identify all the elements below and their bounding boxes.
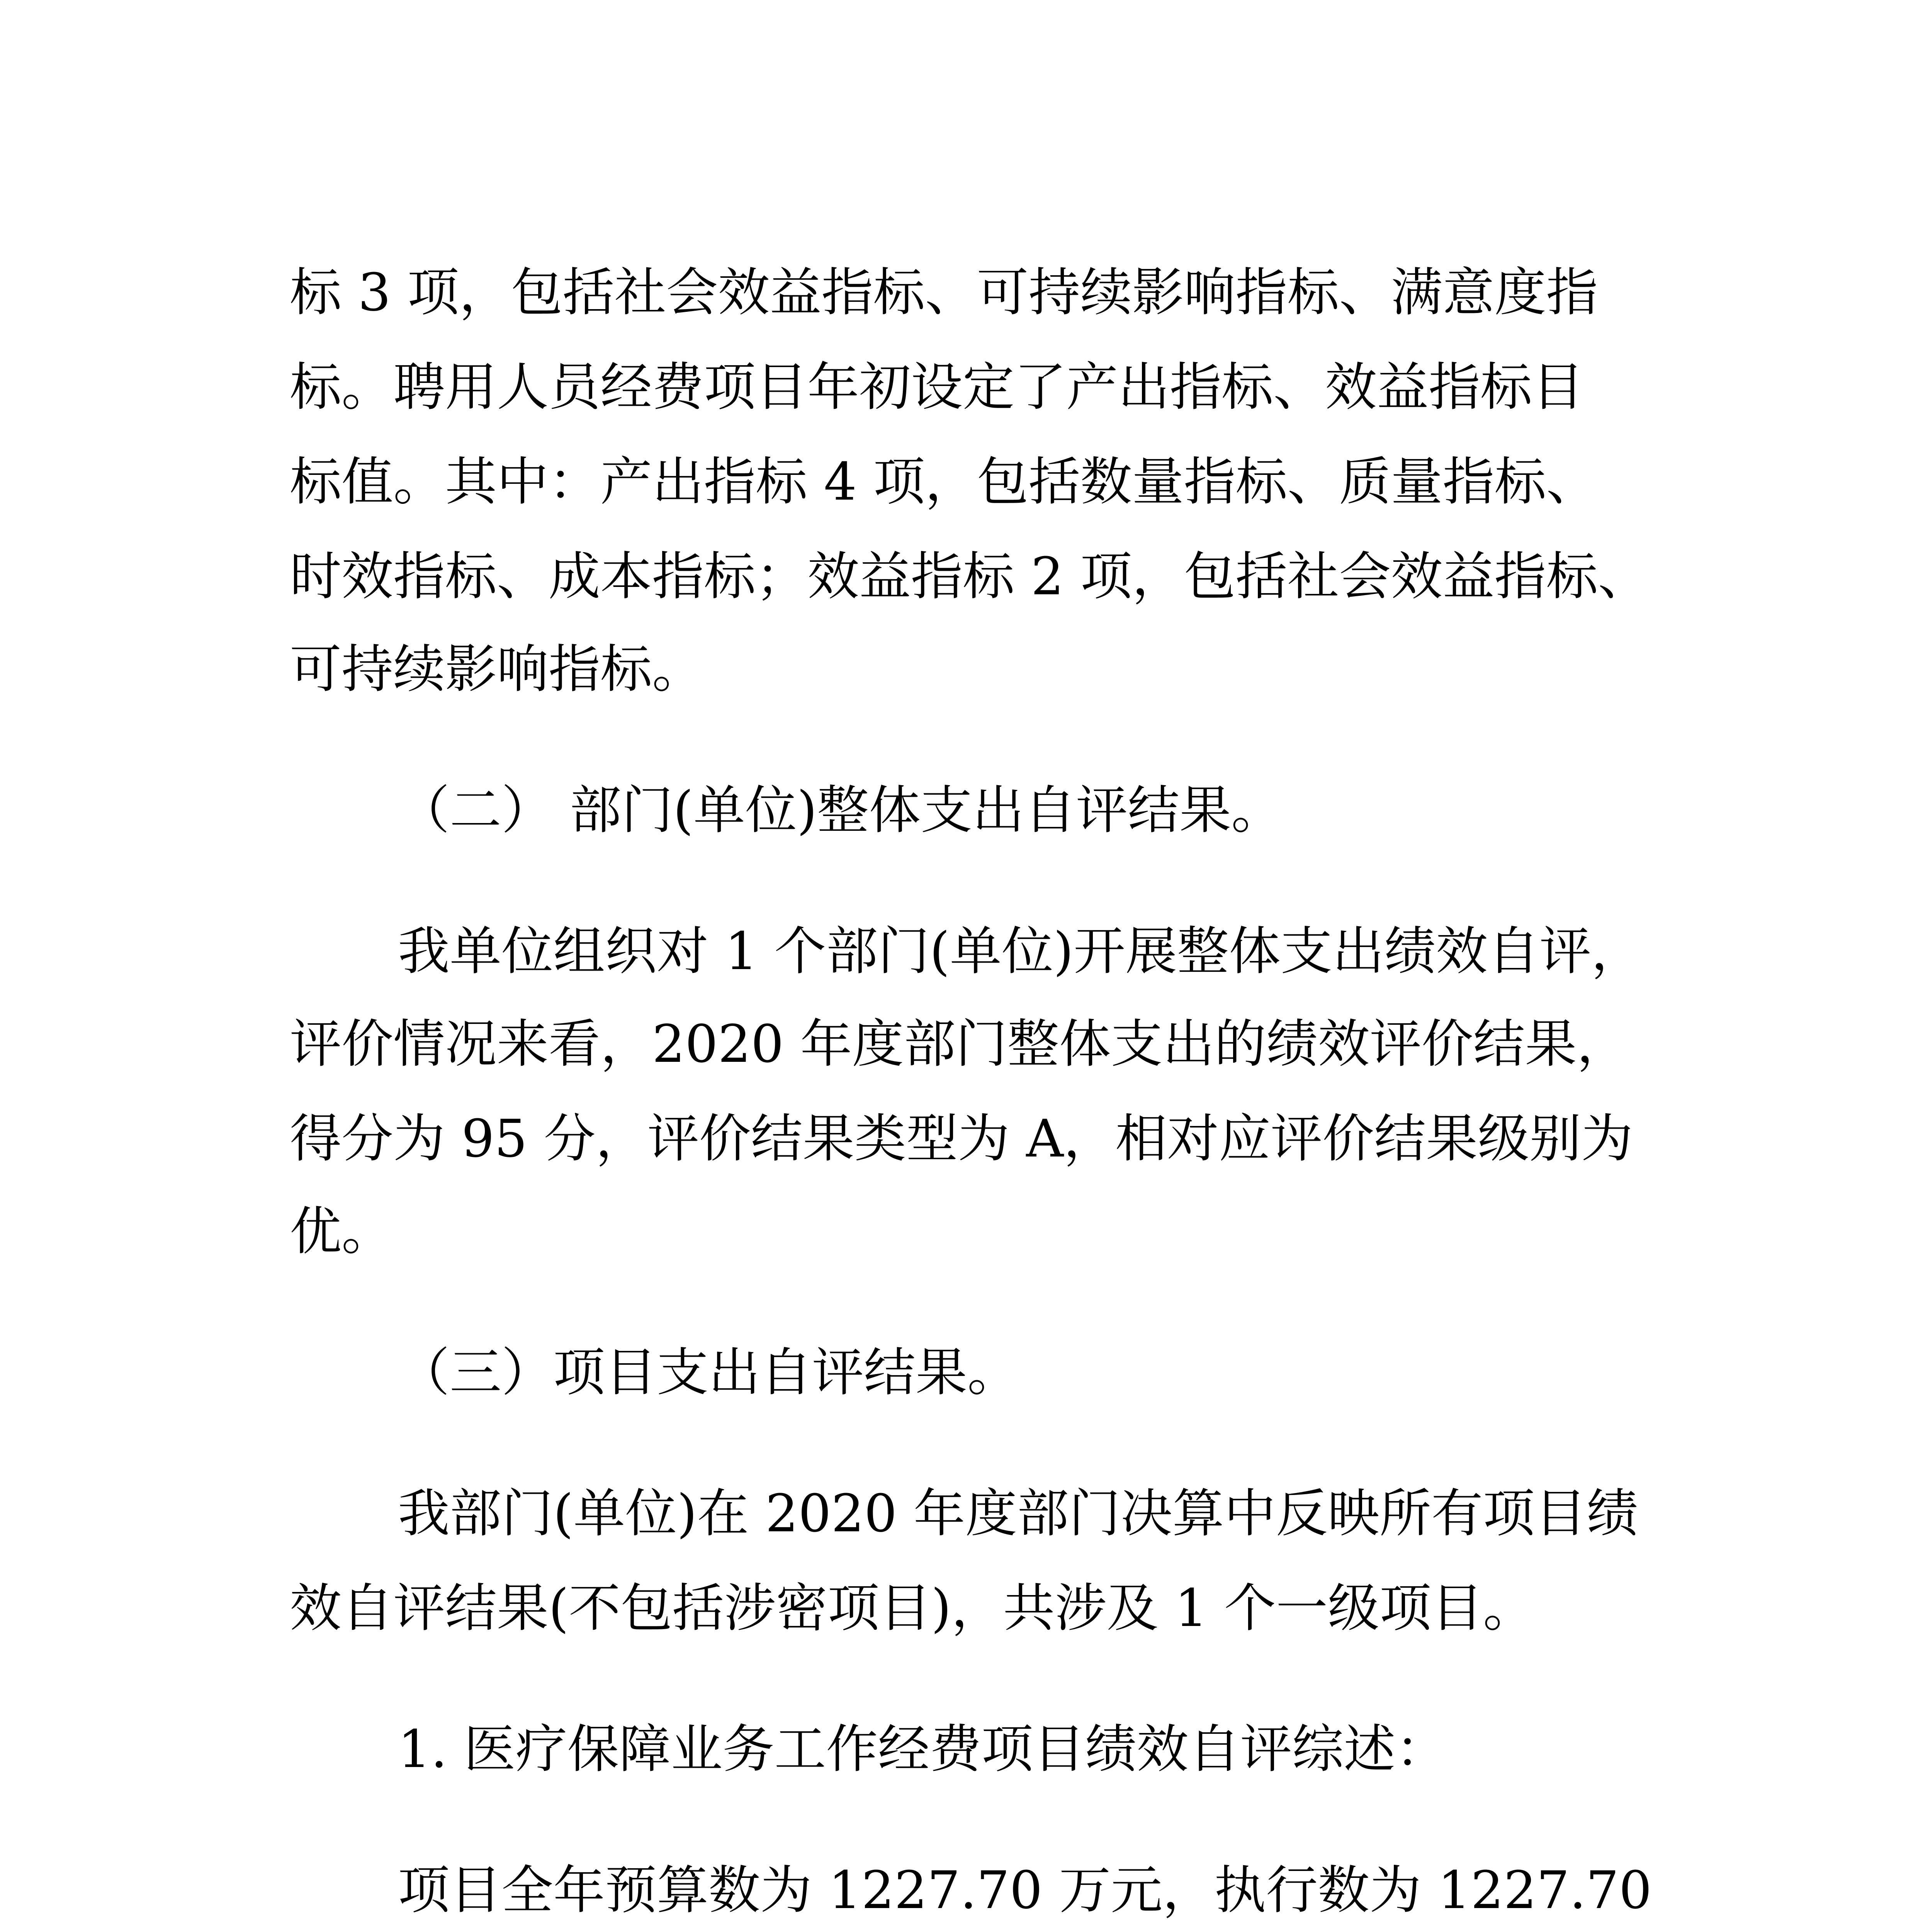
body-text-line: 标值。其中：产出指标 4 项，包括数量指标、质量指标、: [290, 452, 1598, 512]
body-text-line: 优。: [290, 1201, 394, 1262]
body-text-line: 标。聘用人员经费项目年初设定了产出指标、效益指标目: [290, 357, 1584, 417]
section-heading: （二） 部门(单位)整体支出自评结果。: [398, 780, 1283, 840]
paragraph-first-line: 我单位组织对 1 个部门(单位)开展整体支出绩效自评，: [398, 921, 1643, 981]
body-text-line: 评价情况来看，2020 年度部门整体支出的绩效评价结果，: [290, 1014, 1629, 1074]
paragraph-first-line: 项目全年预算数为 1227.70 万元，执行数为 1227.70: [398, 1860, 1652, 1920]
body-text-line: 得分为 95 分，评价结果类型为 A，相对应评价结果级别为: [290, 1109, 1633, 1169]
paragraph-first-line: 我部门(单位)在 2020 年度部门决算中反映所有项目绩: [398, 1483, 1638, 1544]
subsection-heading: 1. 医疗保障业务工作经费项目绩效自评综述：: [398, 1719, 1447, 1779]
section-heading: （三）项目支出自评结果。: [398, 1342, 1019, 1403]
body-text-line: 效自评结果(不包括涉密项目)，共涉及 1 个一级项目。: [290, 1578, 1535, 1638]
body-text-line: 时效指标、成本指标；效益指标 2 项，包括社会效益指标、: [290, 546, 1650, 607]
body-text-line: 可持续影响指标。: [290, 639, 704, 699]
body-text-line: 标 3 项，包括社会效益指标、可持续影响指标、满意度指: [290, 262, 1598, 323]
